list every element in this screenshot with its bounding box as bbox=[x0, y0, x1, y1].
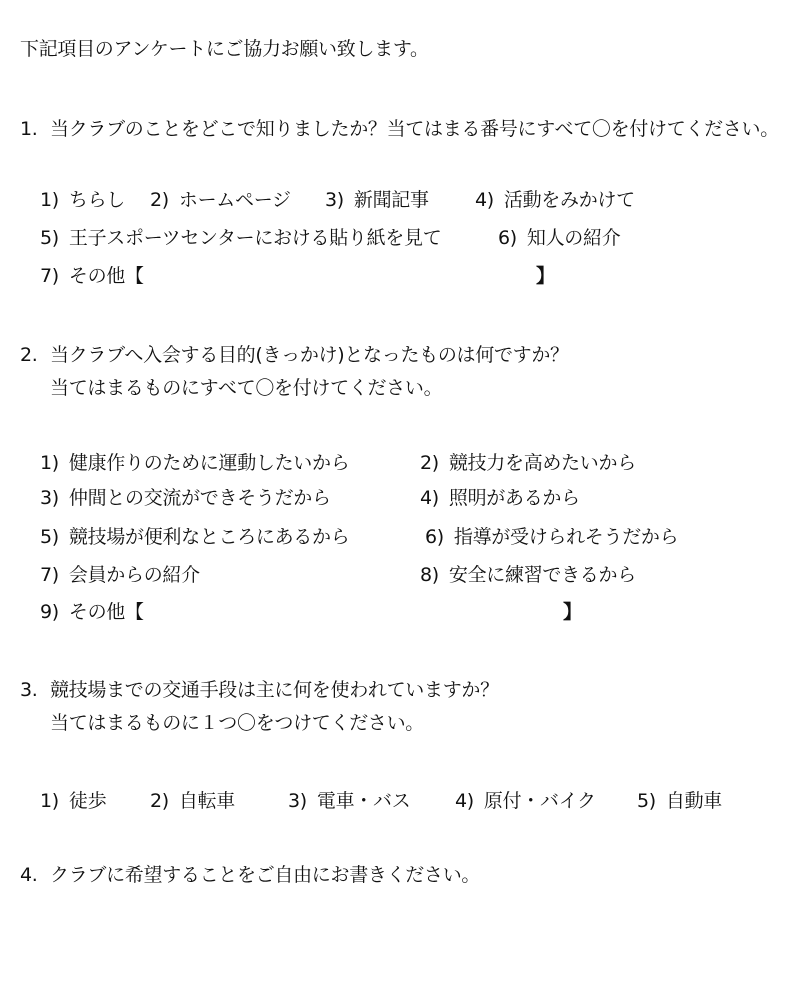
question-1-number: 1. bbox=[20, 118, 38, 140]
q3-option-1-number: 1) bbox=[40, 790, 59, 812]
q2-option-9-number: 9) bbox=[40, 601, 59, 623]
q3-option-2-label: 自転車 bbox=[178, 790, 236, 812]
q1-option-7-label: その他【 bbox=[68, 265, 144, 287]
q1-option-5-number: 5) bbox=[40, 227, 59, 249]
question-2-instruction: 当てはまるものにすべて〇を付けてください。 bbox=[50, 377, 443, 399]
intro-text: 下記項目のアンケートにご協力お願い致します。 bbox=[20, 38, 429, 60]
q1-option-1-label: ちらし bbox=[68, 189, 126, 211]
q1-option-4-label: 活動をみかけて bbox=[503, 189, 635, 211]
q1-option-5-label: 王子スポーツセンターにおける貼り紙を見て bbox=[68, 227, 442, 249]
q1-option-4[interactable] bbox=[475, 188, 635, 212]
question-1 bbox=[20, 117, 779, 141]
q2-option-4[interactable] bbox=[420, 486, 580, 510]
q1-option-2-number: 2) bbox=[150, 189, 169, 211]
q1-option-5[interactable] bbox=[40, 226, 441, 250]
q3-option-4[interactable] bbox=[455, 789, 596, 813]
q2-option-5-number: 5) bbox=[40, 526, 59, 548]
q3-option-5-label: 自動車 bbox=[665, 790, 723, 812]
q2-option-4-number: 4) bbox=[420, 487, 439, 509]
q2-option-6-label: 指導が受けられそうだから bbox=[453, 526, 679, 548]
q3-option-3[interactable] bbox=[288, 789, 410, 813]
q2-option-9-label: その他【 bbox=[68, 601, 144, 623]
q1-option-6-label: 知人の紹介 bbox=[526, 227, 621, 249]
question-4 bbox=[20, 863, 480, 887]
q1-option-3-label: 新聞記事 bbox=[353, 189, 429, 211]
q2-option-7[interactable] bbox=[40, 563, 200, 587]
q2-option-6-number: 6) bbox=[425, 526, 444, 548]
q1-option-7-number: 7) bbox=[40, 265, 59, 287]
q2-option-2-label: 競技力を高めたいから bbox=[448, 452, 636, 474]
q2-option-1-label: 健康作りのために運動したいから bbox=[68, 452, 350, 474]
q3-option-3-number: 3) bbox=[288, 790, 307, 812]
q2-option-7-label: 会員からの紹介 bbox=[68, 564, 200, 586]
q1-option-7[interactable] bbox=[40, 264, 144, 288]
q3-option-2-number: 2) bbox=[150, 790, 169, 812]
q2-option-3-label: 仲間との交流ができそうだから bbox=[68, 487, 331, 509]
q3-option-4-number: 4) bbox=[455, 790, 474, 812]
q2-option-5-label: 競技場が便利なところにあるから bbox=[68, 526, 350, 548]
question-2-text: 当クラブへ入会する目的(きっかけ)となったものは何ですか？ bbox=[50, 344, 569, 366]
question-3-text: 競技場までの交通手段は主に何を使われていますか？ bbox=[50, 679, 499, 701]
q2-option-4-label: 照明があるから bbox=[448, 487, 580, 509]
q2-option-1-number: 1) bbox=[40, 452, 59, 474]
q3-option-1-label: 徒歩 bbox=[68, 790, 107, 812]
q1-option-3-number: 3) bbox=[325, 189, 344, 211]
q2-option-5[interactable] bbox=[40, 525, 349, 549]
q1-option-3[interactable] bbox=[325, 188, 429, 212]
question-2 bbox=[20, 343, 569, 367]
q2-option-1[interactable] bbox=[40, 451, 349, 475]
q2-option-3-number: 3) bbox=[40, 487, 59, 509]
q2-other-close-bracket: 】 bbox=[563, 601, 583, 623]
q3-option-1[interactable] bbox=[40, 789, 106, 813]
q3-option-2[interactable] bbox=[150, 789, 235, 813]
q1-option-1[interactable] bbox=[40, 188, 125, 212]
q1-option-6-number: 6) bbox=[498, 227, 517, 249]
question-4-text: クラブに希望することをご自由にお書きください。 bbox=[50, 864, 481, 886]
q2-option-9[interactable] bbox=[40, 600, 144, 624]
question-3-number: 3. bbox=[20, 679, 38, 701]
q2-option-7-number: 7) bbox=[40, 564, 59, 586]
q2-option-2[interactable] bbox=[420, 451, 636, 475]
question-1-text: 当クラブのことをどこで知りましたか？当てはまる番号にすべて〇を付けてください。 bbox=[50, 118, 779, 140]
q2-option-6[interactable] bbox=[425, 525, 678, 549]
q3-option-4-label: 原付・バイク bbox=[483, 790, 596, 812]
question-4-number: 4. bbox=[20, 864, 38, 886]
q3-option-5-number: 5) bbox=[637, 790, 656, 812]
question-2-number: 2. bbox=[20, 344, 38, 366]
question-3 bbox=[20, 678, 499, 702]
q2-option-8-number: 8) bbox=[420, 564, 439, 586]
q2-option-3[interactable] bbox=[40, 486, 331, 510]
q2-option-8[interactable] bbox=[420, 563, 636, 587]
q1-other-close-bracket: 】 bbox=[536, 265, 556, 287]
q3-option-5[interactable] bbox=[637, 789, 722, 813]
q3-option-3-label: 電車・バス bbox=[316, 790, 411, 812]
q1-option-2-label: ホームページ bbox=[178, 189, 291, 211]
q1-option-4-number: 4) bbox=[475, 189, 494, 211]
q2-option-2-number: 2) bbox=[420, 452, 439, 474]
q1-option-1-number: 1) bbox=[40, 189, 59, 211]
question-3-instruction: 当てはまるものに１つ〇をつけてください。 bbox=[50, 712, 425, 734]
q2-option-8-label: 安全に練習できるから bbox=[448, 564, 636, 586]
q1-option-2[interactable] bbox=[150, 188, 291, 212]
q1-option-6[interactable] bbox=[498, 226, 620, 250]
